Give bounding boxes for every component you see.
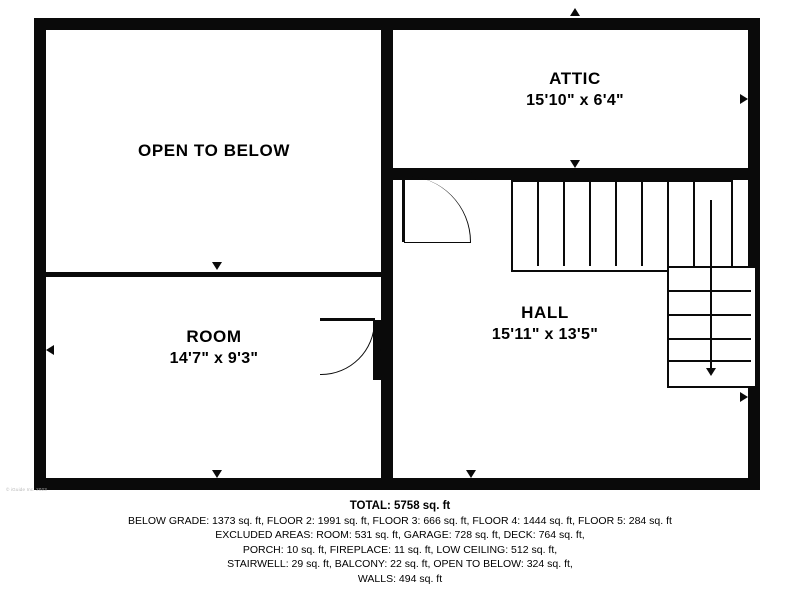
room-dimensions: 14'7" x 9'3": [169, 350, 259, 368]
door-jamb-hall-top: [468, 172, 471, 180]
area-breakdown-line: BELOW GRADE: 1373 sq. ft, FLOOR 2: 1991 sq. ft, FLOOR 3: 666 sq. ft, FLOOR 4: 1444 sq. ft, FLOOR 5: 284 sq. ft: [128, 515, 672, 527]
room-dimensions: 15'10" x 6'4": [526, 92, 624, 110]
dimension-arrow-hall-right: [740, 392, 748, 402]
stair-step: [667, 182, 669, 266]
wall-exterior-top: [34, 18, 760, 30]
dimension-arrow-room-right: [373, 345, 381, 355]
wall-interior-open-to-below-bottom: [40, 272, 386, 277]
wall-exterior-bottom: [34, 478, 760, 490]
room-name: HALL: [521, 303, 569, 322]
dimension-arrow-room-left: [46, 345, 54, 355]
room-name: ATTIC: [549, 69, 601, 88]
area-breakdown-line: PORCH: 10 sq. ft, FIREPLACE: 11 sq. ft, LOW CEILING: 512 sq. ft,: [242, 543, 558, 556]
area-breakdown-line: WALLS: 494 sq. ft: [357, 572, 443, 585]
watermark: © iGuide Inc. 2023: [6, 487, 47, 492]
wall-interior-attic-bottom: [381, 168, 760, 180]
dimension-arrow-attic-top: [570, 8, 580, 16]
dimension-arrow-room-bottom: [212, 470, 222, 478]
area-breakdown-line: EXCLUDED AREAS: ROOM: 531 sq. ft, GARAGE: 728 sq. ft, DECK: 764 sq. ft,: [215, 529, 585, 542]
wall-exterior-right: [748, 18, 760, 490]
wall-interior-vertical-center: [381, 18, 393, 490]
room-label-open-to-below: [64, 140, 364, 162]
stair-flight-upper: [511, 180, 733, 272]
stair-step: [693, 182, 695, 266]
stair-step: [589, 182, 591, 266]
room-name: ROOM: [186, 327, 242, 346]
stair-direction-line: [710, 200, 712, 370]
room-label-attic: [430, 68, 720, 112]
dimension-arrow-open-to-below-bottom: [212, 262, 222, 270]
stair-step: [563, 182, 565, 266]
door-arc-hall-top: [404, 176, 471, 243]
wall-exterior-left: [34, 18, 46, 490]
room-name: OPEN TO BELOW: [138, 141, 290, 160]
room-dimensions: 15'11" x 13'5": [491, 326, 599, 344]
stair-direction-arrow: [706, 368, 716, 376]
area-breakdown-line: STAIRWELL: 29 sq. ft, BALCONY: 22 sq. ft, OPEN TO BELOW: 324 sq. ft,: [227, 558, 573, 571]
room-label-hall: [400, 302, 690, 346]
total-area-text: TOTAL: 5758 sq. ft: [349, 500, 451, 512]
room-label-room: [64, 326, 364, 370]
area-summary: [0, 500, 800, 586]
stair-step: [615, 182, 617, 266]
stair-step: [641, 182, 643, 266]
dimension-arrow-attic-right: [740, 94, 748, 104]
dimension-arrow-attic-bottom: [570, 160, 580, 168]
stair-step: [537, 182, 539, 266]
dimension-arrow-hall-bottom: [466, 470, 476, 478]
